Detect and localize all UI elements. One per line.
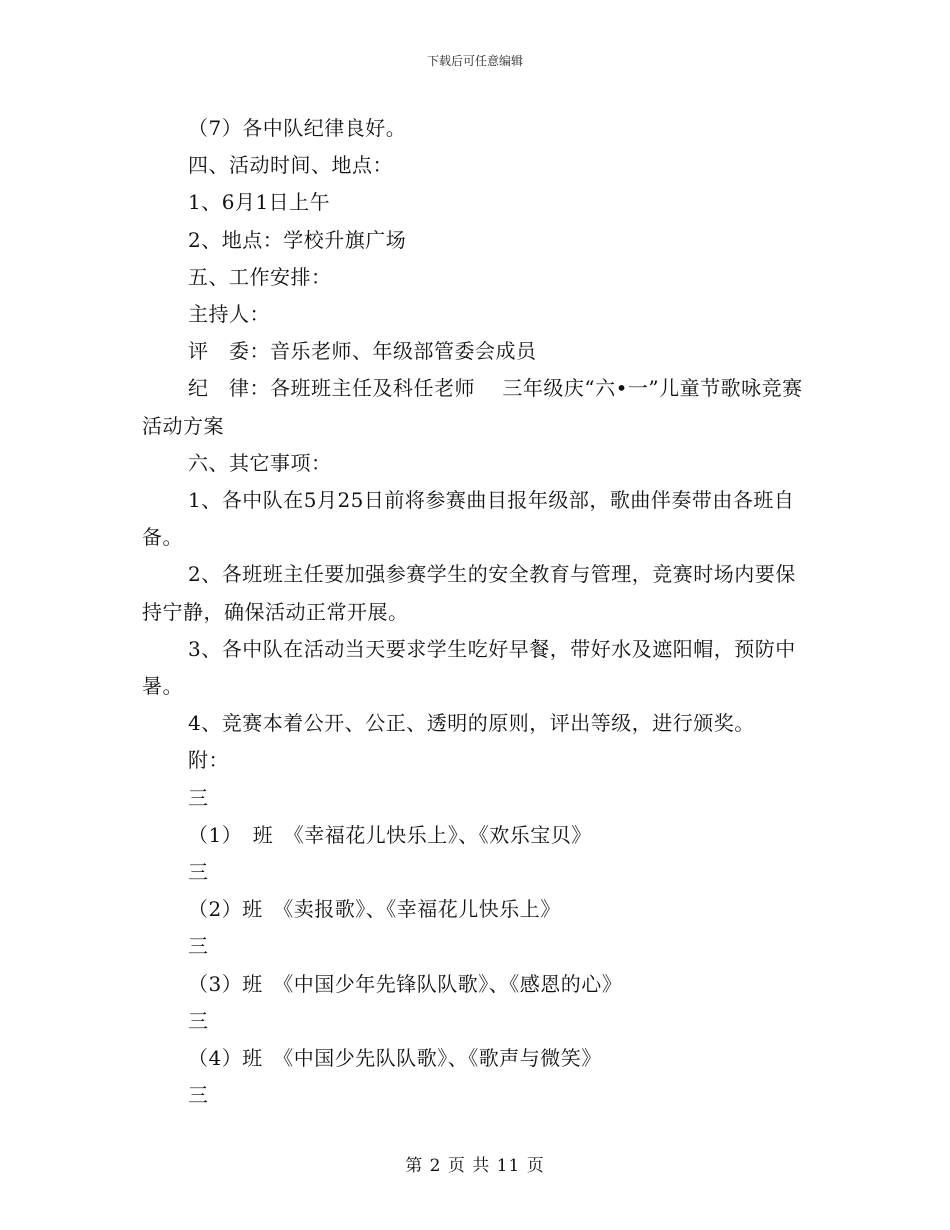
class-songs: （2）班 《卖报歌》、《幸福花儿快乐上》 bbox=[188, 897, 561, 922]
class-grade: 三 bbox=[188, 934, 209, 959]
paragraph: 4、竞赛本着公开、公正、透明的原则，评出等级，进行颁奖。 bbox=[188, 711, 755, 736]
class-songs: （3）班 《中国少年先锋队队歌》、《感恩的心》 bbox=[188, 971, 623, 996]
section-heading: 六、其它事项： bbox=[188, 450, 332, 475]
paragraph: 纪 律：各班班主任及科任老师 三年级庆“六•一”儿童节歌咏竞赛活动方案 bbox=[142, 376, 803, 438]
paragraph: 3、各中队在活动当天要求学生吃好早餐，带好水及遮阳帽，预防中暑。 bbox=[142, 636, 796, 699]
paragraph: 2、地点：学校升旗广场 bbox=[188, 227, 407, 252]
paragraph: （7）各中队纪律良好。 bbox=[188, 116, 407, 140]
paragraph: 主持人： bbox=[188, 302, 270, 327]
section-heading: 四、活动时间、地点： bbox=[188, 153, 393, 178]
class-grade: 三 bbox=[188, 1083, 209, 1108]
class-grade: 三 bbox=[188, 785, 209, 810]
page-header: 下载后可任意编辑 bbox=[426, 54, 523, 68]
paragraph: 1、各中队在5月25日前将参赛曲目报年级部，歌曲伴奏带由各班自备。 bbox=[142, 488, 795, 550]
class-songs: （1） 班 《幸福花儿快乐上》、《欢乐宝贝》 bbox=[188, 822, 592, 847]
paragraph: 评 委：音乐老师、年级部管委会成员 bbox=[188, 339, 537, 364]
document-body bbox=[142, 110, 812, 1114]
paragraph: 2、各班班主任要加强参赛学生的安全教育与管理，竞赛时场内要保持宁静，确保活动正常开展。 bbox=[142, 562, 796, 624]
paragraph: 附： bbox=[188, 748, 229, 773]
section-heading: 五、工作安排： bbox=[188, 264, 332, 289]
class-grade: 三 bbox=[188, 860, 209, 885]
class-grade: 三 bbox=[188, 1008, 209, 1033]
page-number: 第 2 页 共 11 页 bbox=[405, 1156, 545, 1176]
paragraph: 1、6月1日上午 bbox=[188, 190, 331, 215]
class-songs: （4）班 《中国少先队队歌》、《歌声与微笑》 bbox=[188, 1046, 602, 1071]
